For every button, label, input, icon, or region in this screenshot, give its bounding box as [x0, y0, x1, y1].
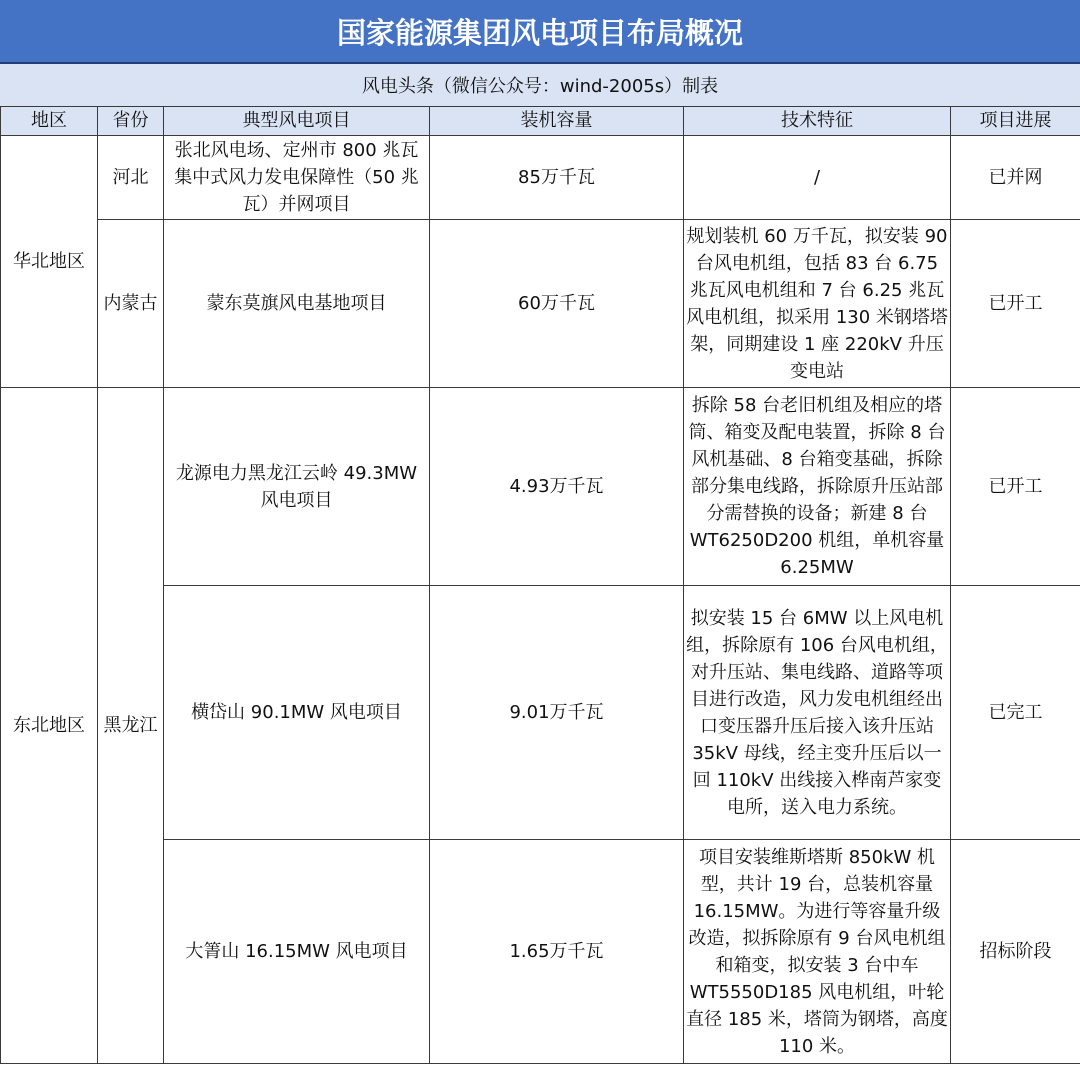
status-cell: 已开工: [951, 220, 1080, 388]
capacity-cell: 60万千瓦: [430, 220, 684, 388]
tech-cell: 拟安装 15 台 6MW 以上风电机组，拆除原有 106 台风电机组，对升压站、集电线路、道路等项目进行改造，风力发电机组经出口变压器升压后接入该升压站 35kV 母线，经主变升压后以一回 110kV 出线接入桦南芦家变电所，送入电力系统。: [684, 586, 951, 840]
table-row: [1, 388, 1080, 586]
project-cell: 张北风电场、定州市 800 兆瓦集中式风力发电保障性（50 兆瓦）并网项目: [164, 136, 430, 220]
region-cell: 东北地区: [1, 388, 98, 1064]
wind-project-table: [0, 106, 1080, 1064]
capacity-cell: 9.01万千瓦: [430, 586, 684, 840]
tech-cell: 规划装机 60 万千瓦，拟安装 90 台风电机组，包括 83 台 6.75 兆瓦风电机组和 7 台 6.25 兆瓦风电机组，拟采用 130 米钢塔塔架，同期建设 1 座 220kV 升压变电站: [684, 220, 951, 388]
table-subtitle: 风电头条（微信公众号：wind-2005s）制表: [0, 64, 1080, 106]
column-header-tech: 技术特征: [684, 107, 951, 136]
region-cell: 华北地区: [1, 136, 98, 388]
project-cell: 横岱山 90.1MW 风电项目: [164, 586, 430, 840]
capacity-cell: 85万千瓦: [430, 136, 684, 220]
table-header-row: [1, 107, 1080, 136]
capacity-cell: 1.65万千瓦: [430, 840, 684, 1064]
tech-cell: /: [684, 136, 951, 220]
capacity-cell: 4.93万千瓦: [430, 388, 684, 586]
table-row: [1, 136, 1080, 220]
status-cell: 已完工: [951, 586, 1080, 840]
status-cell: 已开工: [951, 388, 1080, 586]
province-cell: 内蒙古: [98, 220, 164, 388]
project-cell: 大箐山 16.15MW 风电项目: [164, 840, 430, 1064]
province-cell: 河北: [98, 136, 164, 220]
tech-cell: 项目安装维斯塔斯 850kW 机型，共计 19 台，总装机容量 16.15MW。为进行等容量升级改造，拟拆除原有 9 台风电机组和箱变，拟安装 3 台中车 WT5550D185 风电机组，叶轮直径 185 米，塔筒为钢塔，高度 110 米。: [684, 840, 951, 1064]
column-header-status: 项目进展: [951, 107, 1080, 136]
status-cell: 已并网: [951, 136, 1080, 220]
project-cell: 龙源电力黑龙江云岭 49.3MW 风电项目: [164, 388, 430, 586]
column-header-region: 地区: [1, 107, 98, 136]
status-cell: 招标阶段: [951, 840, 1080, 1064]
tech-cell: 拆除 58 台老旧机组及相应的塔筒、箱变及配电装置，拆除 8 台风机基础、8 台箱变基础，拆除部分集电线路，拆除原升压站部分需替换的设备；新建 8 台 WT6250D200 机组，单机容量 6.25MW: [684, 388, 951, 586]
column-header-project: 典型风电项目: [164, 107, 430, 136]
column-header-province: 省份: [98, 107, 164, 136]
province-cell: 黑龙江: [98, 388, 164, 1064]
column-header-capacity: 装机容量: [430, 107, 684, 136]
table-title: 国家能源集团风电项目布局概况: [0, 0, 1080, 64]
table-row: [1, 220, 1080, 388]
project-cell: 蒙东莫旗风电基地项目: [164, 220, 430, 388]
